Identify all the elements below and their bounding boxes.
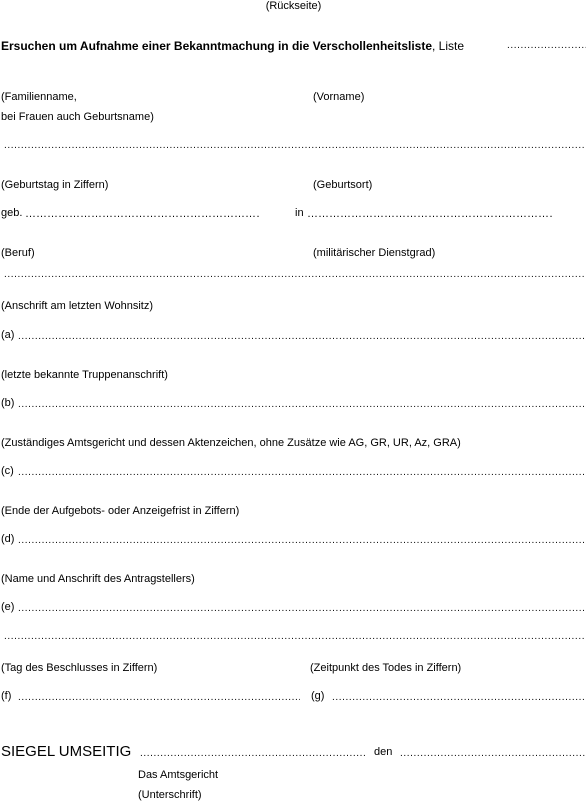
geburtstag-field[interactable] [25,208,259,220]
label-geburtsname: bei Frauen auch Geburtsname) [1,111,154,123]
siegel-umseitig: SIEGEL UMSEITIG [1,743,132,760]
frist-field[interactable] [18,536,586,546]
ort-field[interactable] [140,749,366,759]
marker-f: (f) [1,690,12,702]
page-side-label: (Rückseite) [265,0,322,12]
marker-g: (g) [311,690,325,702]
label-anschrift: (Anschrift am letzten Wohnsitz) [1,300,154,312]
label-vorname: (Vorname) [313,91,365,103]
den-label: den [374,746,393,758]
unterschrift-label: (Unterschrift) [138,789,202,801]
geb-prefix: geb. [1,207,23,219]
label-beruf: (Beruf) [1,247,35,259]
marker-c: (c) [1,465,14,477]
anschrift-field[interactable] [18,332,586,342]
label-antragsteller: (Name und Anschrift des Antragstellers) [1,573,195,585]
beschluss-field[interactable] [18,693,300,703]
antragsteller-field-line-2[interactable] [4,632,586,642]
name-field[interactable] [4,141,586,151]
antragsteller-field-line-1[interactable] [18,604,586,614]
label-beschluss: (Tag des Beschlusses in Ziffern) [1,662,158,674]
marker-e: (e) [1,601,15,613]
label-geburtstag: (Geburtstag in Ziffern) [1,179,109,191]
geburtsort-field[interactable] [307,208,552,220]
label-geburtsort: (Geburtsort) [313,179,373,191]
amtsgericht-signature-label: Das Amtsgericht [138,769,219,781]
in-prefix: in [295,207,304,219]
form-title-list-label: , Liste [432,39,465,53]
label-amtsgericht: (Zuständiges Amtsgericht und dessen Aktenzeichen, ohne Zusätze wie AG, GR, UR, Az, GRA) [1,437,461,449]
label-familienname: (Familienname, [1,91,77,103]
truppenanschrift-field[interactable] [18,400,586,410]
label-todeszeitpunkt: (Zeitpunkt des Todes in Ziffern) [310,662,462,674]
list-number-field[interactable] [507,41,586,51]
label-dienstgrad: (militärischer Dienstgrad) [313,247,436,259]
marker-a: (a) [1,329,15,341]
label-frist: (Ende der Aufgebots- oder Anzeigefrist in Ziffern) [1,505,240,517]
label-truppenanschrift: (letzte bekannte Truppenanschrift) [1,369,168,381]
marker-d: (d) [1,533,15,545]
datum-field[interactable] [400,749,586,759]
marker-b: (b) [1,397,15,409]
todeszeitpunkt-field[interactable] [332,693,586,703]
beruf-dienstgrad-field[interactable] [4,270,586,280]
form-title [1,39,464,53]
amtsgericht-field[interactable] [18,468,586,478]
form-title-bold: Ersuchen um Aufnahme einer Bekanntmachung in die Verschollenheitsliste [1,39,432,53]
